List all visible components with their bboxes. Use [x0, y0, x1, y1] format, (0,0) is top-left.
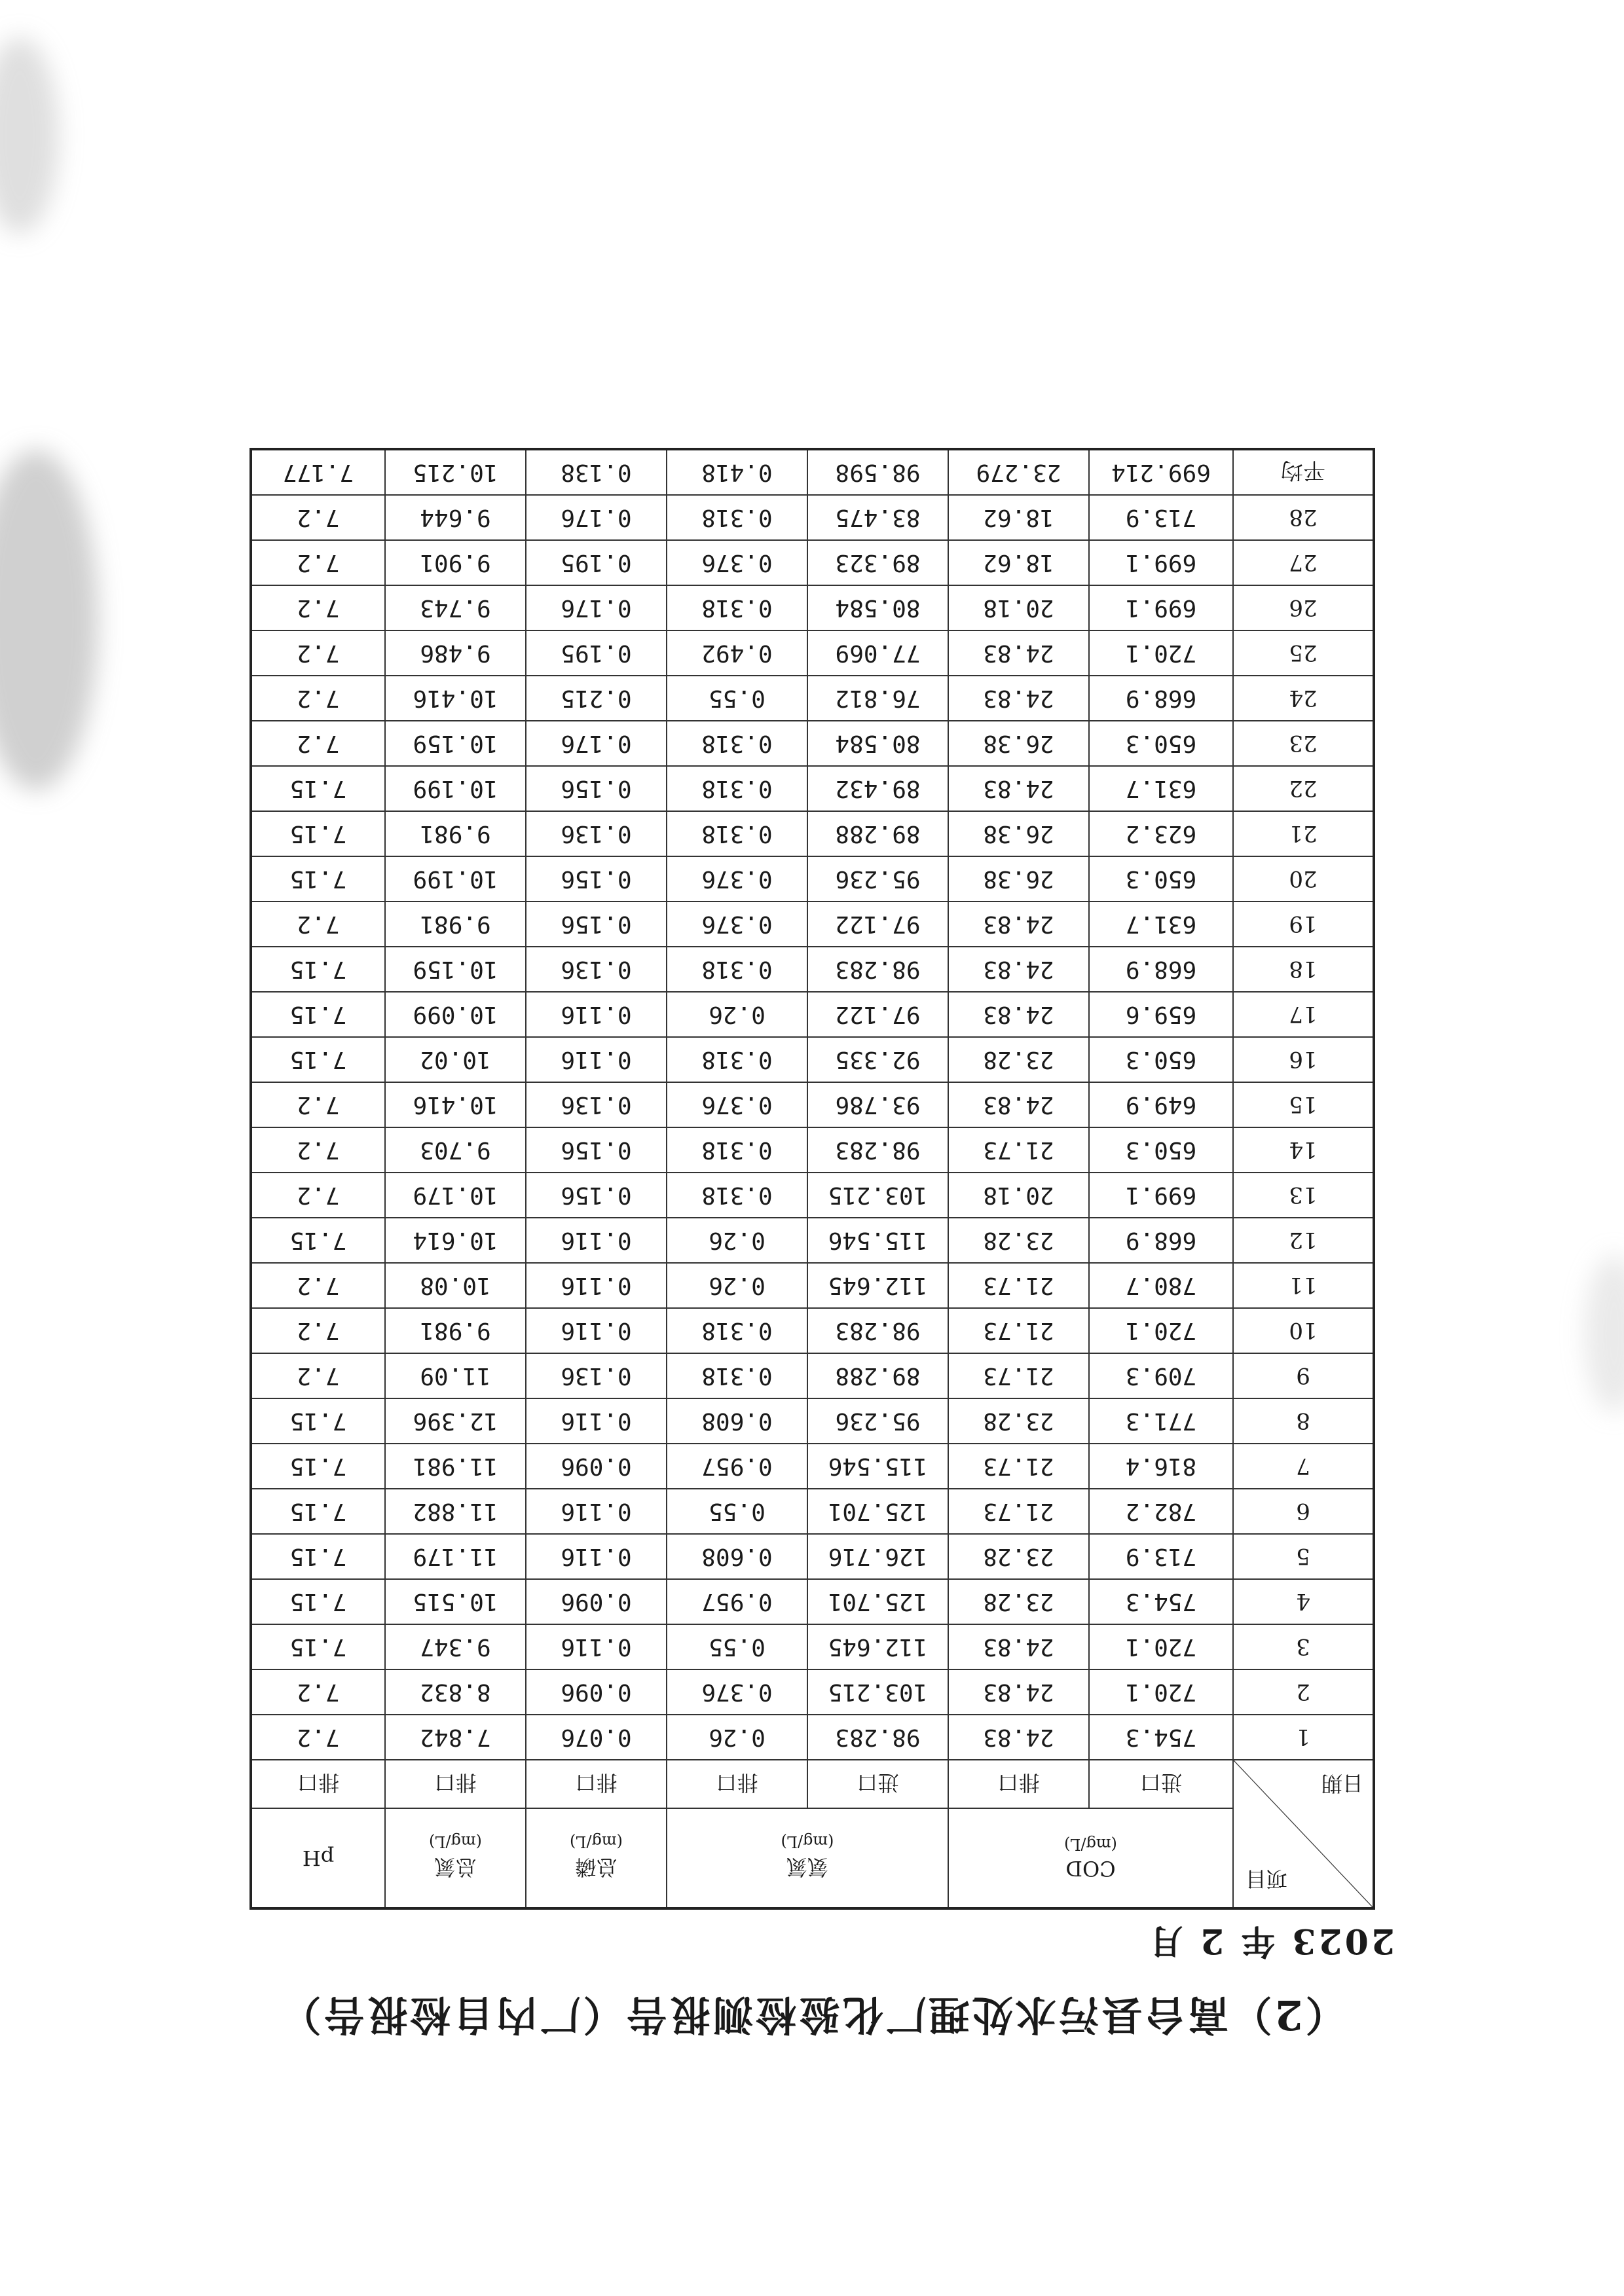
tp-outlet-cell: 0.136 [526, 811, 667, 856]
cod-inlet-cell: 771.3 [1089, 1398, 1233, 1444]
nh3-outlet-cell: 0.318 [667, 947, 807, 992]
ph-outlet-cell: 7.15 [251, 1624, 385, 1669]
day-cell: 14 [1233, 1127, 1374, 1173]
ph-outlet-cell: 7.2 [251, 585, 385, 630]
tn-outlet-cell: 10.179 [385, 1173, 526, 1218]
report-period: 2023 年 2 月 [1146, 1921, 1395, 1961]
header-tn [385, 1808, 526, 1908]
tp-outlet-cell: 0.195 [526, 540, 667, 585]
nh3-inlet-cell: 80.584 [807, 585, 948, 630]
day-cell: 2 [1233, 1669, 1374, 1715]
header-nh3-label: 氨氮 [786, 1855, 829, 1880]
header-cod [948, 1808, 1233, 1908]
cod-outlet-cell: 24.83 [948, 947, 1089, 992]
tp-outlet-cell: 0.136 [526, 1353, 667, 1398]
cod-outlet-cell: 23.28 [948, 1398, 1089, 1444]
cod-inlet-cell: 699.1 [1089, 585, 1233, 630]
table-row [251, 630, 1374, 676]
corner-label-date: 日期 [1321, 1771, 1363, 1796]
nh3-outlet-cell: 0.376 [667, 902, 807, 947]
nh3-inlet-cell: 97.122 [807, 992, 948, 1037]
monitoring-table [249, 448, 1375, 1910]
table-row [251, 1173, 1374, 1218]
header-ph-label: pH [302, 1846, 335, 1870]
nh3-outlet-cell: 0.318 [667, 495, 807, 540]
day-cell: 23 [1233, 721, 1374, 766]
nh3-outlet-cell: 0.418 [667, 449, 807, 495]
tp-outlet-cell: 0.116 [526, 1489, 667, 1534]
header-nh3 [667, 1808, 948, 1908]
table-row [251, 1489, 1374, 1534]
tn-outlet-cell: 9.981 [385, 902, 526, 947]
nh3-inlet-cell: 115.546 [807, 1218, 948, 1263]
ph-outlet-cell: 7.15 [251, 1444, 385, 1489]
tp-outlet-cell: 0.136 [526, 947, 667, 992]
nh3-outlet-cell: 0.318 [667, 1127, 807, 1173]
table-row [251, 1669, 1374, 1715]
ph-outlet-cell: 7.15 [251, 992, 385, 1037]
day-cell: 25 [1233, 630, 1374, 676]
nh3-inlet-cell: 103.215 [807, 1173, 948, 1218]
cod-outlet-cell: 23.279 [948, 449, 1089, 495]
ph-outlet-cell: 7.2 [251, 676, 385, 721]
tn-outlet-cell: 9.644 [385, 495, 526, 540]
nh3-outlet-cell: 0.608 [667, 1534, 807, 1579]
subheader-cod-outlet: 排口 [948, 1760, 1089, 1808]
tn-outlet-cell: 11.179 [385, 1534, 526, 1579]
tp-outlet-cell: 0.116 [526, 1308, 667, 1353]
ph-outlet-cell: 7.2 [251, 495, 385, 540]
nh3-outlet-cell: 0.26 [667, 1218, 807, 1263]
tp-outlet-cell: 0.156 [526, 902, 667, 947]
report-title: （2）高台县污水处理厂化验检测报告（厂内自检报告） [278, 1991, 1346, 2039]
nh3-outlet-cell: 0.55 [667, 1489, 807, 1534]
tn-outlet-cell: 8.832 [385, 1669, 526, 1715]
ph-outlet-cell: 7.15 [251, 811, 385, 856]
day-cell: 12 [1233, 1218, 1374, 1263]
table-row [251, 540, 1374, 585]
cod-inlet-cell: 709.3 [1089, 1353, 1233, 1398]
cod-outlet-cell: 23.28 [948, 1534, 1089, 1579]
cod-outlet-cell: 20.18 [948, 1173, 1089, 1218]
cod-outlet-cell: 21.73 [948, 1489, 1089, 1534]
tn-outlet-cell: 10.159 [385, 947, 526, 992]
nh3-inlet-cell: 98.283 [807, 1308, 948, 1353]
nh3-outlet-cell: 0.608 [667, 1398, 807, 1444]
tn-outlet-cell: 7.842 [385, 1715, 526, 1760]
table-row [251, 856, 1374, 902]
cod-inlet-cell: 631.7 [1089, 902, 1233, 947]
day-cell: 17 [1233, 992, 1374, 1037]
cod-outlet-cell: 21.73 [948, 1263, 1089, 1308]
tp-outlet-cell: 0.156 [526, 1173, 667, 1218]
cod-inlet-cell: 623.2 [1089, 811, 1233, 856]
tp-outlet-cell: 0.176 [526, 495, 667, 540]
corner-label-item: 项目 [1246, 1867, 1288, 1891]
cod-inlet-cell: 720.1 [1089, 1669, 1233, 1715]
tn-outlet-cell: 9.901 [385, 540, 526, 585]
nh3-inlet-cell: 92.335 [807, 1037, 948, 1082]
nh3-inlet-cell: 98.283 [807, 947, 948, 992]
cod-outlet-cell: 21.73 [948, 1353, 1089, 1398]
cod-inlet-cell: 782.2 [1089, 1489, 1233, 1534]
cod-outlet-cell: 23.28 [948, 1218, 1089, 1263]
tp-outlet-cell: 0.096 [526, 1579, 667, 1624]
cod-inlet-cell: 720.1 [1089, 1308, 1233, 1353]
tn-outlet-cell: 10.08 [385, 1263, 526, 1308]
nh3-inlet-cell: 76.812 [807, 676, 948, 721]
nh3-outlet-cell: 0.376 [667, 1669, 807, 1715]
nh3-outlet-cell: 0.957 [667, 1444, 807, 1489]
nh3-inlet-cell: 103.215 [807, 1669, 948, 1715]
tn-outlet-cell: 10.099 [385, 992, 526, 1037]
ph-outlet-cell: 7.15 [251, 1489, 385, 1534]
tn-outlet-cell: 9.486 [385, 630, 526, 676]
cod-inlet-cell: 720.1 [1089, 630, 1233, 676]
subheader-nh3-outlet: 排口 [667, 1760, 807, 1808]
ph-outlet-cell: 7.15 [251, 1534, 385, 1579]
table-row [251, 1715, 1374, 1760]
nh3-outlet-cell: 0.957 [667, 1579, 807, 1624]
ph-outlet-cell: 7.177 [251, 449, 385, 495]
table-row [251, 1263, 1374, 1308]
nh3-outlet-cell: 0.492 [667, 630, 807, 676]
cod-inlet-cell: 650.3 [1089, 721, 1233, 766]
cod-inlet-cell: 699.1 [1089, 540, 1233, 585]
tp-outlet-cell: 0.116 [526, 1398, 667, 1444]
ph-outlet-cell: 7.2 [251, 902, 385, 947]
cod-outlet-cell: 24.83 [948, 1624, 1089, 1669]
cod-outlet-cell: 21.73 [948, 1127, 1089, 1173]
header-tn-unit: (mg/L) [429, 1832, 482, 1851]
day-cell: 21 [1233, 811, 1374, 856]
header-nh3-unit: (mg/L) [781, 1832, 834, 1851]
day-cell: 20 [1233, 856, 1374, 902]
ph-outlet-cell: 7.2 [251, 1353, 385, 1398]
tp-outlet-cell: 0.076 [526, 1715, 667, 1760]
cod-outlet-cell: 23.28 [948, 1037, 1089, 1082]
cod-outlet-cell: 24.83 [948, 1082, 1089, 1127]
header-tp-unit: (mg/L) [570, 1832, 623, 1851]
header-tp-label: 总磷 [575, 1855, 618, 1880]
cod-inlet-cell: 699.1 [1089, 1173, 1233, 1218]
table-row [251, 902, 1374, 947]
header-cod-label: COD [1065, 1856, 1116, 1881]
cod-inlet-cell: 713.9 [1089, 1534, 1233, 1579]
tn-outlet-cell: 12.396 [385, 1398, 526, 1444]
cod-outlet-cell: 26.38 [948, 721, 1089, 766]
day-cell: 13 [1233, 1173, 1374, 1218]
tp-outlet-cell: 0.215 [526, 676, 667, 721]
ph-outlet-cell: 7.2 [251, 540, 385, 585]
nh3-inlet-cell: 115.546 [807, 1444, 948, 1489]
nh3-outlet-cell: 0.318 [667, 721, 807, 766]
ph-outlet-cell: 7.2 [251, 1173, 385, 1218]
cod-outlet-cell: 24.83 [948, 902, 1089, 947]
day-cell: 16 [1233, 1037, 1374, 1082]
day-cell: 8 [1233, 1398, 1374, 1444]
tp-outlet-cell: 0.116 [526, 1218, 667, 1263]
day-cell: 28 [1233, 495, 1374, 540]
cod-outlet-cell: 26.38 [948, 811, 1089, 856]
cod-inlet-cell: 713.9 [1089, 495, 1233, 540]
subheader-ph-outlet: 排口 [251, 1760, 385, 1808]
day-cell: 6 [1233, 1489, 1374, 1534]
subheader-cod-inlet: 进口 [1089, 1760, 1233, 1808]
scan-smudge [1585, 1255, 1624, 1412]
tp-outlet-cell: 0.176 [526, 721, 667, 766]
nh3-outlet-cell: 0.26 [667, 1263, 807, 1308]
tp-outlet-cell: 0.138 [526, 449, 667, 495]
cod-inlet-cell: 631.7 [1089, 766, 1233, 811]
cod-inlet-cell: 650.3 [1089, 1127, 1233, 1173]
table-row [251, 721, 1374, 766]
header-ph [251, 1808, 385, 1908]
table-row [251, 676, 1374, 721]
day-cell: 15 [1233, 1082, 1374, 1127]
day-cell: 19 [1233, 902, 1374, 947]
tp-outlet-cell: 0.116 [526, 1037, 667, 1082]
cod-outlet-cell: 24.83 [948, 1715, 1089, 1760]
day-cell: 5 [1233, 1534, 1374, 1579]
nh3-inlet-cell: 98.598 [807, 449, 948, 495]
cod-inlet-cell: 754.3 [1089, 1579, 1233, 1624]
ph-outlet-cell: 7.15 [251, 1037, 385, 1082]
day-cell: 26 [1233, 585, 1374, 630]
table-row [251, 1127, 1374, 1173]
table-row [251, 1218, 1374, 1263]
corner-cell [1233, 1760, 1374, 1908]
cod-outlet-cell: 18.62 [948, 540, 1089, 585]
nh3-outlet-cell: 0.376 [667, 540, 807, 585]
cod-outlet-cell: 18.62 [948, 495, 1089, 540]
nh3-outlet-cell: 0.55 [667, 676, 807, 721]
table-row [251, 1444, 1374, 1489]
tp-outlet-cell: 0.116 [526, 1534, 667, 1579]
cod-outlet-cell: 24.83 [948, 1669, 1089, 1715]
nh3-outlet-cell: 0.318 [667, 811, 807, 856]
cod-outlet-cell: 21.73 [948, 1308, 1089, 1353]
tn-outlet-cell: 10.416 [385, 1082, 526, 1127]
nh3-inlet-cell: 83.475 [807, 495, 948, 540]
cod-inlet-cell: 720.1 [1089, 1624, 1233, 1669]
table-row [251, 1534, 1374, 1579]
subheader-row [251, 1760, 1374, 1808]
day-cell: 平均 [1233, 449, 1374, 495]
table-row [251, 1308, 1374, 1353]
day-cell: 22 [1233, 766, 1374, 811]
tp-outlet-cell: 0.156 [526, 856, 667, 902]
tn-outlet-cell: 10.416 [385, 676, 526, 721]
day-cell: 9 [1233, 1353, 1374, 1398]
nh3-inlet-cell: 89.432 [807, 766, 948, 811]
nh3-inlet-cell: 89.288 [807, 811, 948, 856]
cod-outlet-cell: 26.38 [948, 856, 1089, 902]
tn-outlet-cell: 10.159 [385, 721, 526, 766]
subheader-tn-outlet: 排口 [385, 1760, 526, 1808]
header-cod-unit: (mg/L) [1064, 1835, 1117, 1853]
nh3-outlet-cell: 0.318 [667, 1173, 807, 1218]
cod-outlet-cell: 23.28 [948, 1579, 1089, 1624]
scan-smudge [0, 37, 59, 234]
tn-outlet-cell: 11.09 [385, 1353, 526, 1398]
tn-outlet-cell: 11.981 [385, 1444, 526, 1489]
tn-outlet-cell: 10.215 [385, 449, 526, 495]
tn-outlet-cell: 11.882 [385, 1489, 526, 1534]
ph-outlet-cell: 7.2 [251, 1082, 385, 1127]
cod-inlet-cell: 668.9 [1089, 676, 1233, 721]
day-cell: 1 [1233, 1715, 1374, 1760]
table-row [251, 947, 1374, 992]
nh3-inlet-cell: 97.122 [807, 902, 948, 947]
nh3-outlet-cell: 0.55 [667, 1624, 807, 1669]
nh3-inlet-cell: 89.323 [807, 540, 948, 585]
cod-inlet-cell: 668.9 [1089, 1218, 1233, 1263]
table-row [251, 495, 1374, 540]
ph-outlet-cell: 7.15 [251, 856, 385, 902]
tn-outlet-cell: 10.199 [385, 766, 526, 811]
tn-outlet-cell: 10.02 [385, 1037, 526, 1082]
tn-outlet-cell: 9.347 [385, 1624, 526, 1669]
tn-outlet-cell: 10.515 [385, 1579, 526, 1624]
nh3-inlet-cell: 80.584 [807, 721, 948, 766]
day-cell: 18 [1233, 947, 1374, 992]
cod-inlet-cell: 650.3 [1089, 1037, 1233, 1082]
nh3-inlet-cell: 93.786 [807, 1082, 948, 1127]
nh3-inlet-cell: 98.283 [807, 1127, 948, 1173]
ph-outlet-cell: 7.2 [251, 1669, 385, 1715]
cod-outlet-cell: 24.83 [948, 630, 1089, 676]
nh3-inlet-cell: 98.283 [807, 1715, 948, 1760]
nh3-outlet-cell: 0.318 [667, 766, 807, 811]
tp-outlet-cell: 0.096 [526, 1669, 667, 1715]
nh3-inlet-cell: 125.701 [807, 1489, 948, 1534]
nh3-inlet-cell: 95.236 [807, 1398, 948, 1444]
tp-outlet-cell: 0.176 [526, 585, 667, 630]
ph-outlet-cell: 7.15 [251, 1579, 385, 1624]
ph-outlet-cell: 7.15 [251, 947, 385, 992]
table-row [251, 1398, 1374, 1444]
nh3-outlet-cell: 0.376 [667, 856, 807, 902]
table-row [251, 811, 1374, 856]
tp-outlet-cell: 0.096 [526, 1444, 667, 1489]
subheader-tp-outlet: 排口 [526, 1760, 667, 1808]
cod-inlet-cell: 659.6 [1089, 992, 1233, 1037]
nh3-outlet-cell: 0.318 [667, 585, 807, 630]
nh3-inlet-cell: 126.716 [807, 1534, 948, 1579]
table-row [251, 992, 1374, 1037]
nh3-inlet-cell: 112.645 [807, 1624, 948, 1669]
cod-outlet-cell: 24.83 [948, 992, 1089, 1037]
ph-outlet-cell: 7.2 [251, 1715, 385, 1760]
nh3-outlet-cell: 0.318 [667, 1037, 807, 1082]
nh3-inlet-cell: 77.069 [807, 630, 948, 676]
ph-outlet-cell: 7.15 [251, 1398, 385, 1444]
cod-inlet-cell: 668.9 [1089, 947, 1233, 992]
cod-inlet-cell: 699.214 [1089, 449, 1233, 495]
nh3-outlet-cell: 0.26 [667, 992, 807, 1037]
tn-outlet-cell: 9.703 [385, 1127, 526, 1173]
tp-outlet-cell: 0.156 [526, 1127, 667, 1173]
tn-outlet-cell: 10.199 [385, 856, 526, 902]
cod-inlet-cell: 780.7 [1089, 1263, 1233, 1308]
table-body [251, 449, 1374, 1760]
ph-outlet-cell: 7.2 [251, 1263, 385, 1308]
tp-outlet-cell: 0.195 [526, 630, 667, 676]
cod-outlet-cell: 21.73 [948, 1444, 1089, 1489]
nh3-outlet-cell: 0.318 [667, 1353, 807, 1398]
nh3-inlet-cell: 112.645 [807, 1263, 948, 1308]
nh3-outlet-cell: 0.26 [667, 1715, 807, 1760]
nh3-inlet-cell: 125.701 [807, 1579, 948, 1624]
table-row [251, 1624, 1374, 1669]
day-cell: 3 [1233, 1624, 1374, 1669]
tn-outlet-cell: 9.743 [385, 585, 526, 630]
tn-outlet-cell: 9.981 [385, 811, 526, 856]
nh3-outlet-cell: 0.376 [667, 1082, 807, 1127]
ph-outlet-cell: 7.2 [251, 1308, 385, 1353]
ph-outlet-cell: 7.2 [251, 721, 385, 766]
day-cell: 27 [1233, 540, 1374, 585]
tp-outlet-cell: 0.116 [526, 1263, 667, 1308]
tn-outlet-cell: 9.981 [385, 1308, 526, 1353]
cod-inlet-cell: 754.3 [1089, 1715, 1233, 1760]
table-row [251, 1353, 1374, 1398]
nh3-inlet-cell: 95.236 [807, 856, 948, 902]
header-tn-label: 总氮 [434, 1855, 477, 1880]
tp-outlet-cell: 0.156 [526, 766, 667, 811]
tn-outlet-cell: 10.614 [385, 1218, 526, 1263]
table-row [251, 585, 1374, 630]
ph-outlet-cell: 7.15 [251, 766, 385, 811]
table-row [251, 1082, 1374, 1127]
cod-inlet-cell: 816.4 [1089, 1444, 1233, 1489]
nh3-inlet-cell: 89.288 [807, 1353, 948, 1398]
average-row [251, 449, 1374, 495]
cod-inlet-cell: 649.9 [1089, 1082, 1233, 1127]
day-cell: 24 [1233, 676, 1374, 721]
day-cell: 4 [1233, 1579, 1374, 1624]
cod-outlet-cell: 24.83 [948, 766, 1089, 811]
day-cell: 11 [1233, 1263, 1374, 1308]
ph-outlet-cell: 7.15 [251, 1218, 385, 1263]
nh3-outlet-cell: 0.318 [667, 1308, 807, 1353]
ph-outlet-cell: 7.2 [251, 1127, 385, 1173]
table-row [251, 1037, 1374, 1082]
day-cell: 10 [1233, 1308, 1374, 1353]
table-row [251, 766, 1374, 811]
scan-smudge [0, 450, 98, 790]
cod-inlet-cell: 650.3 [1089, 856, 1233, 902]
header-tp [526, 1808, 667, 1908]
table-row [251, 1579, 1374, 1624]
tp-outlet-cell: 0.116 [526, 992, 667, 1037]
tp-outlet-cell: 0.116 [526, 1624, 667, 1669]
cod-outlet-cell: 24.83 [948, 676, 1089, 721]
cod-outlet-cell: 20.18 [948, 585, 1089, 630]
ph-outlet-cell: 7.2 [251, 630, 385, 676]
tp-outlet-cell: 0.136 [526, 1082, 667, 1127]
header-row [251, 1808, 1374, 1908]
subheader-nh3-inlet: 进口 [807, 1760, 948, 1808]
day-cell: 7 [1233, 1444, 1374, 1489]
